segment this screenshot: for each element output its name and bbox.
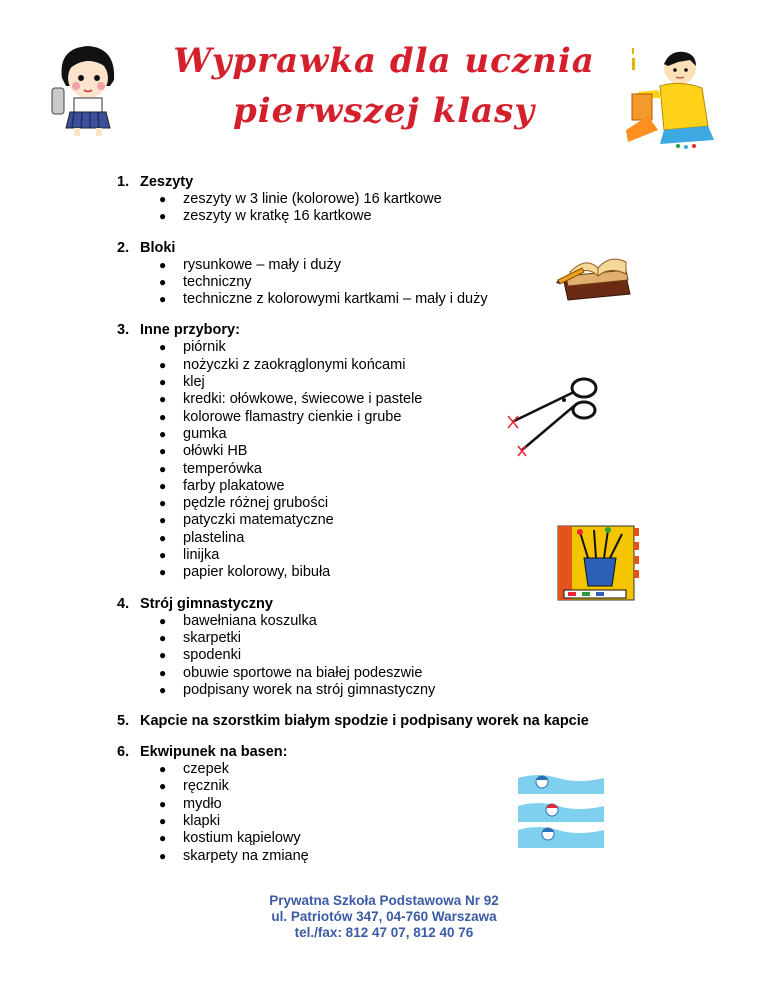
school-name: Prywatna Szkoła Podstawowa Nr 92 xyxy=(269,893,499,908)
section-title: Strój gimnastyczny xyxy=(140,595,273,612)
list-item-text: farby plakatowe xyxy=(183,477,285,494)
list-item xyxy=(117,647,637,664)
list-item-text: skarpetki xyxy=(183,629,242,646)
section-notebooks xyxy=(117,174,637,226)
list-item xyxy=(117,339,637,356)
list-item-text: nożyczki z zaokrąglonymi końcami xyxy=(183,356,406,373)
list-item xyxy=(117,665,637,682)
bullet-icon: ● xyxy=(159,848,167,863)
bullet-icon: ● xyxy=(159,648,167,663)
girl-with-backpack-icon xyxy=(44,38,132,138)
list-item-text: kolorowe flamastry cienkie i grube xyxy=(183,408,402,425)
list-item-text: techniczne z kolorowymi kartkami – mały i duży xyxy=(183,291,488,308)
list-item-text: spodenki xyxy=(183,647,242,664)
section-slippers xyxy=(117,713,637,730)
bullet-icon: ● xyxy=(159,565,167,580)
list-item-text: obuwie sportowe na białej podeszwie xyxy=(183,664,423,681)
list-item-text: temperówka xyxy=(183,460,262,477)
bullet-icon: ● xyxy=(159,665,167,680)
bullet-icon: ● xyxy=(159,814,167,829)
title-line-2: pierwszej klasy xyxy=(232,91,536,131)
item-list xyxy=(117,613,637,699)
list-item-text: piórnik xyxy=(183,339,226,356)
list-item-text: podpisany worek na strój gimnastyczny xyxy=(183,681,436,698)
section-number: 3. xyxy=(117,322,130,339)
bullet-icon: ● xyxy=(159,192,167,206)
section-number: 4. xyxy=(117,595,130,612)
scissors-icon xyxy=(504,372,604,464)
list-item-text: zeszyty w 3 linie (kolorowe) 16 kartkowe xyxy=(183,191,442,207)
bullet-icon: ● xyxy=(159,292,167,307)
section-title: Zeszyty xyxy=(140,174,194,190)
bullet-icon: ● xyxy=(159,630,167,645)
bullet-icon: ● xyxy=(159,209,167,224)
list-item-text: pędzle różnej grubości xyxy=(183,495,329,512)
list-item xyxy=(117,848,637,865)
section-heading xyxy=(117,174,637,191)
pencil-cup-icon xyxy=(556,524,640,604)
list-item-text: kredki: ołówkowe, świecowe i pastele xyxy=(183,391,423,408)
page-title xyxy=(150,36,618,136)
bullet-icon: ● xyxy=(159,530,167,545)
swimmers-icon xyxy=(518,768,604,848)
bullet-icon: ● xyxy=(159,613,167,628)
list-item xyxy=(117,478,637,495)
list-item-text: plastelina xyxy=(183,529,245,546)
section-title: Inne przybory: xyxy=(140,322,240,339)
school-footer xyxy=(200,893,568,941)
list-item-text: zeszyty w kratkę 16 kartkowe xyxy=(183,208,372,225)
section-number: 5. xyxy=(117,713,130,730)
list-item xyxy=(117,630,637,647)
section-number: 1. xyxy=(117,174,130,190)
list-item-text: ołówki HB xyxy=(183,443,248,460)
books-and-pencil-icon xyxy=(556,246,636,302)
list-item-text: bawełniana koszulka xyxy=(183,612,317,629)
bullet-icon: ● xyxy=(159,478,167,493)
list-item-text: rysunkowe – mały i duży xyxy=(183,256,341,273)
bullet-icon: ● xyxy=(159,762,167,777)
bullet-icon: ● xyxy=(159,357,167,372)
list-item xyxy=(117,613,637,630)
bullet-icon: ● xyxy=(159,461,167,476)
list-item-text: techniczny xyxy=(183,273,252,290)
bullet-icon: ● xyxy=(159,392,167,407)
bullet-icon: ● xyxy=(159,796,167,811)
list-item xyxy=(117,495,637,512)
list-item-text: patyczki matematyczne xyxy=(183,512,334,529)
school-address: ul. Patriotów 347, 04-760 Warszawa xyxy=(271,909,497,924)
bullet-icon: ● xyxy=(159,548,167,563)
list-item-text: klej xyxy=(183,374,205,391)
section-title: Ekwipunek na basen: xyxy=(140,744,288,761)
bullet-icon: ● xyxy=(159,444,167,459)
bullet-icon: ● xyxy=(159,257,167,272)
list-item-text: ręcznik xyxy=(183,778,229,795)
section-number: 2. xyxy=(117,239,130,256)
bullet-icon: ● xyxy=(159,831,167,846)
section-heading xyxy=(117,744,637,761)
list-item-text: gumka xyxy=(183,425,227,442)
title-line-1: Wyprawka dla ucznia xyxy=(173,41,595,81)
bullet-icon: ● xyxy=(159,426,167,441)
list-item xyxy=(117,208,637,225)
item-list xyxy=(117,191,637,226)
bullet-icon: ● xyxy=(159,274,167,289)
boy-drawing-icon xyxy=(618,46,722,150)
bullet-icon: ● xyxy=(159,340,167,355)
bullet-icon: ● xyxy=(159,682,167,697)
school-phone: tel./fax: 812 47 07, 812 40 76 xyxy=(294,925,474,940)
section-title: Kapcie na szorstkim białym spodzie i podpisany worek na kapcie xyxy=(140,713,589,730)
list-item xyxy=(117,682,637,699)
bullet-icon: ● xyxy=(159,409,167,424)
list-item-text: kostium kąpielowy xyxy=(183,830,301,847)
section-gym-clothes xyxy=(117,596,637,699)
list-item-text: mydło xyxy=(183,795,222,812)
bullet-icon: ● xyxy=(159,513,167,528)
list-item-text: papier kolorowy, bibuła xyxy=(183,564,331,581)
bullet-icon: ● xyxy=(159,375,167,390)
list-item-text: skarpety na zmianę xyxy=(183,847,309,864)
bullet-icon: ● xyxy=(159,496,167,511)
section-title: Bloki xyxy=(140,239,176,256)
section-heading xyxy=(117,713,637,730)
section-number: 6. xyxy=(117,744,130,761)
list-item xyxy=(117,191,637,208)
list-item-text: linijka xyxy=(183,547,220,564)
list-item-text: czepek xyxy=(183,761,229,778)
list-item-text: klapki xyxy=(183,813,221,830)
section-heading xyxy=(117,322,637,339)
bullet-icon: ● xyxy=(159,779,167,794)
